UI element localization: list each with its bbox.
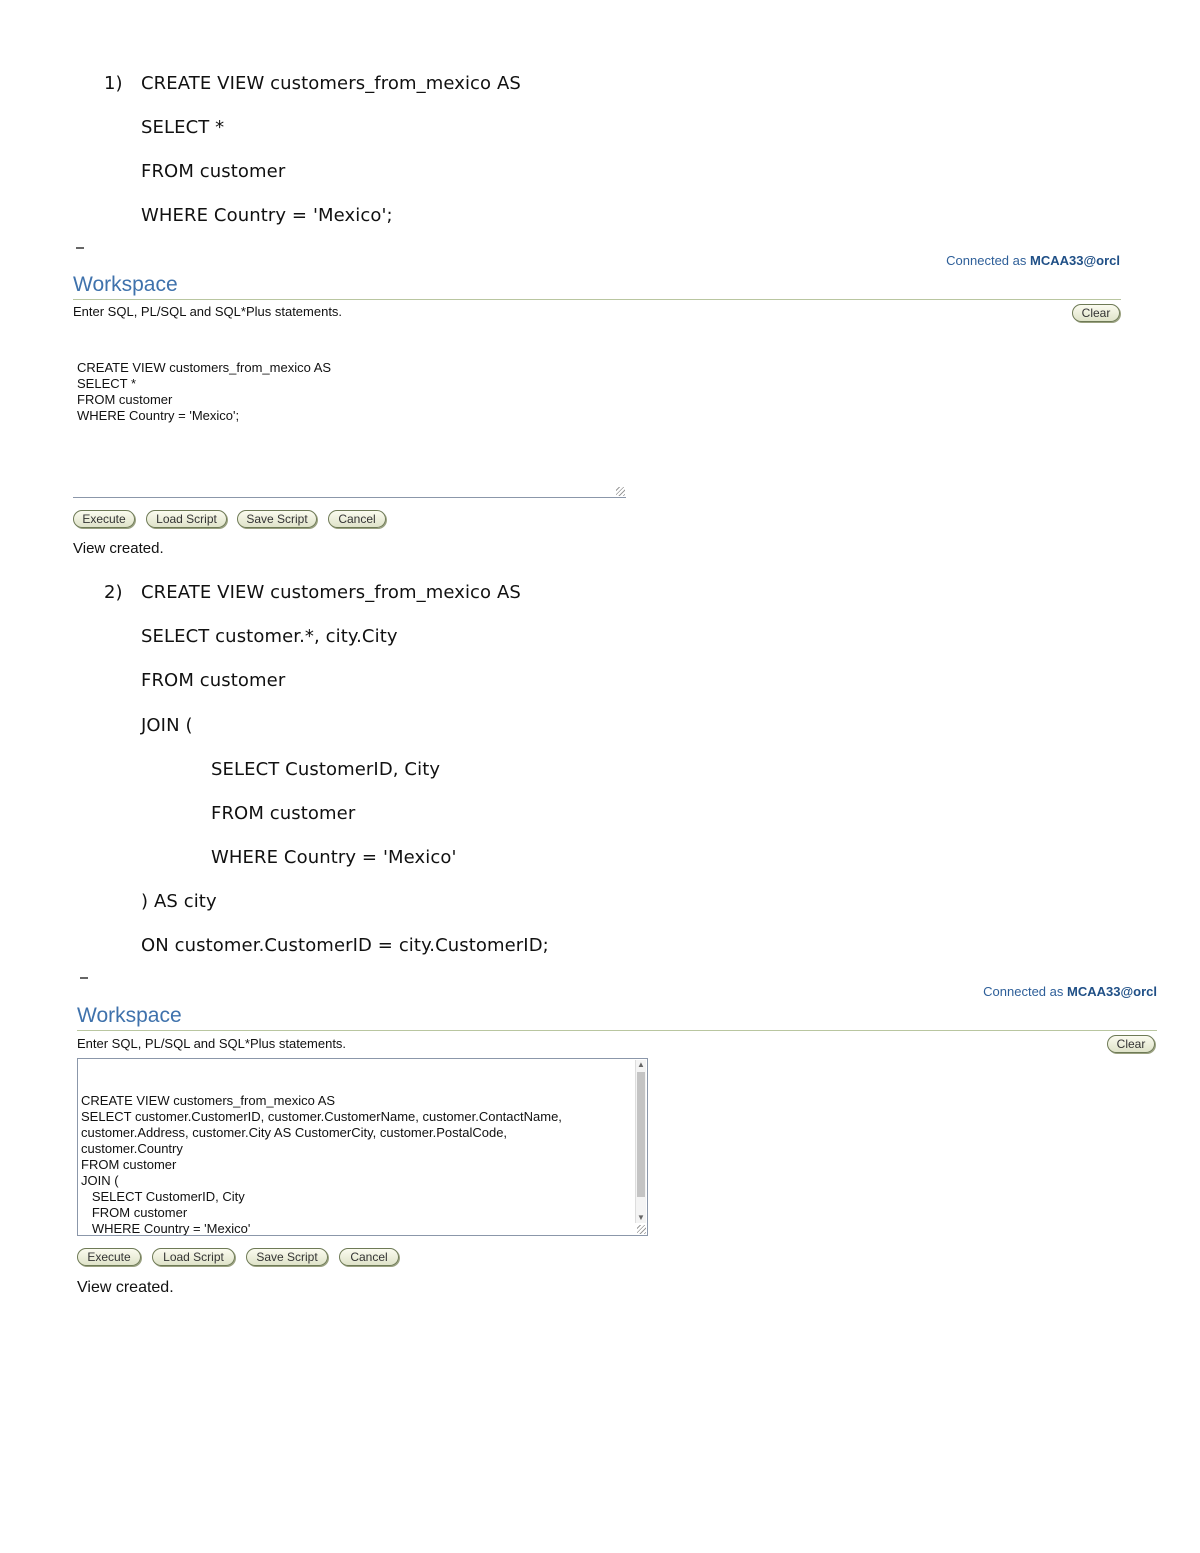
scroll-thumb[interactable] (637, 1072, 645, 1197)
result-message: View created. (77, 1279, 174, 1296)
instructions-text: Enter SQL, PL/SQL and SQL*Plus statements. (73, 304, 343, 319)
query-line: WHERE Country = 'Mexico'; (141, 205, 393, 226)
query-line: FROM customer (141, 670, 286, 691)
query-line: FROM customer (211, 803, 356, 824)
save-script-button[interactable]: Save Script (237, 510, 317, 528)
instructions-text: Enter SQL, PL/SQL and SQL*Plus statements. (77, 1036, 347, 1051)
divider-mark (76, 247, 84, 249)
connected-prefix: Connected as (946, 253, 1027, 268)
resize-handle-icon[interactable] (637, 1225, 646, 1234)
sql-editor[interactable] (77, 1058, 648, 1236)
sql-editor-text: CREATE VIEW customers_from_mexico AS SELECT * FROM customer WHERE Country = 'Mexico'; (77, 360, 332, 423)
workspace-divider (73, 299, 1121, 300)
save-script-button[interactable]: Save Script (246, 1248, 328, 1266)
scroll-down-icon[interactable]: ▼ (637, 1213, 645, 1222)
cancel-button[interactable]: Cancel (339, 1248, 399, 1266)
load-script-button[interactable]: Load Script (146, 510, 227, 528)
resize-handle-icon[interactable] (616, 487, 625, 496)
sql-editor[interactable] (73, 320, 626, 498)
question-number: 2) (104, 582, 123, 603)
sql-editor-text: CREATE VIEW customers_from_mexico AS SELECT customer.CustomerID, customer.CustomerName, customer.ContactName, customer.Address, customer.City AS CustomerCity, customer.PostalCode, customer.Country FROM customer JOIN ( SELECT CustomerID, City FROM customer WHERE Country = 'Mexico' (81, 1093, 562, 1236)
query-line: SELECT * (141, 117, 225, 138)
query-line: SELECT customer.*, city.City (141, 626, 398, 647)
workspace-title: Workspace (73, 273, 178, 296)
workspace-title: Workspace (77, 1004, 182, 1027)
connection-status (946, 253, 1120, 268)
editor-scrollbar[interactable] (635, 1060, 646, 1223)
cancel-button[interactable]: Cancel (328, 510, 386, 528)
query-line: WHERE Country = 'Mexico' (211, 847, 457, 868)
query-line: FROM customer (141, 161, 286, 182)
query-line: SELECT CustomerID, City (211, 759, 441, 780)
connected-user: MCAA33@orcl (1067, 984, 1157, 999)
query-line: JOIN ( (141, 715, 193, 736)
clear-button[interactable]: Clear (1072, 304, 1120, 322)
workspace-divider (77, 1030, 1157, 1031)
connection-status (983, 984, 1157, 999)
query-line: ON customer.CustomerID = city.CustomerID; (141, 935, 549, 956)
load-script-button[interactable]: Load Script (152, 1248, 235, 1266)
connected-prefix: Connected as (983, 984, 1064, 999)
execute-button[interactable]: Execute (73, 510, 135, 528)
execute-button[interactable]: Execute (77, 1248, 141, 1266)
scroll-up-icon[interactable]: ▲ (637, 1060, 645, 1069)
divider-mark (80, 977, 88, 979)
question-number: 1) (104, 73, 123, 94)
connected-user: MCAA33@orcl (1030, 253, 1120, 268)
clear-button[interactable]: Clear (1107, 1035, 1155, 1053)
query-line: CREATE VIEW customers_from_mexico AS (141, 582, 521, 603)
result-message: View created. (73, 540, 164, 557)
query-line: ) AS city (141, 891, 217, 912)
query-line: CREATE VIEW customers_from_mexico AS (141, 73, 521, 94)
